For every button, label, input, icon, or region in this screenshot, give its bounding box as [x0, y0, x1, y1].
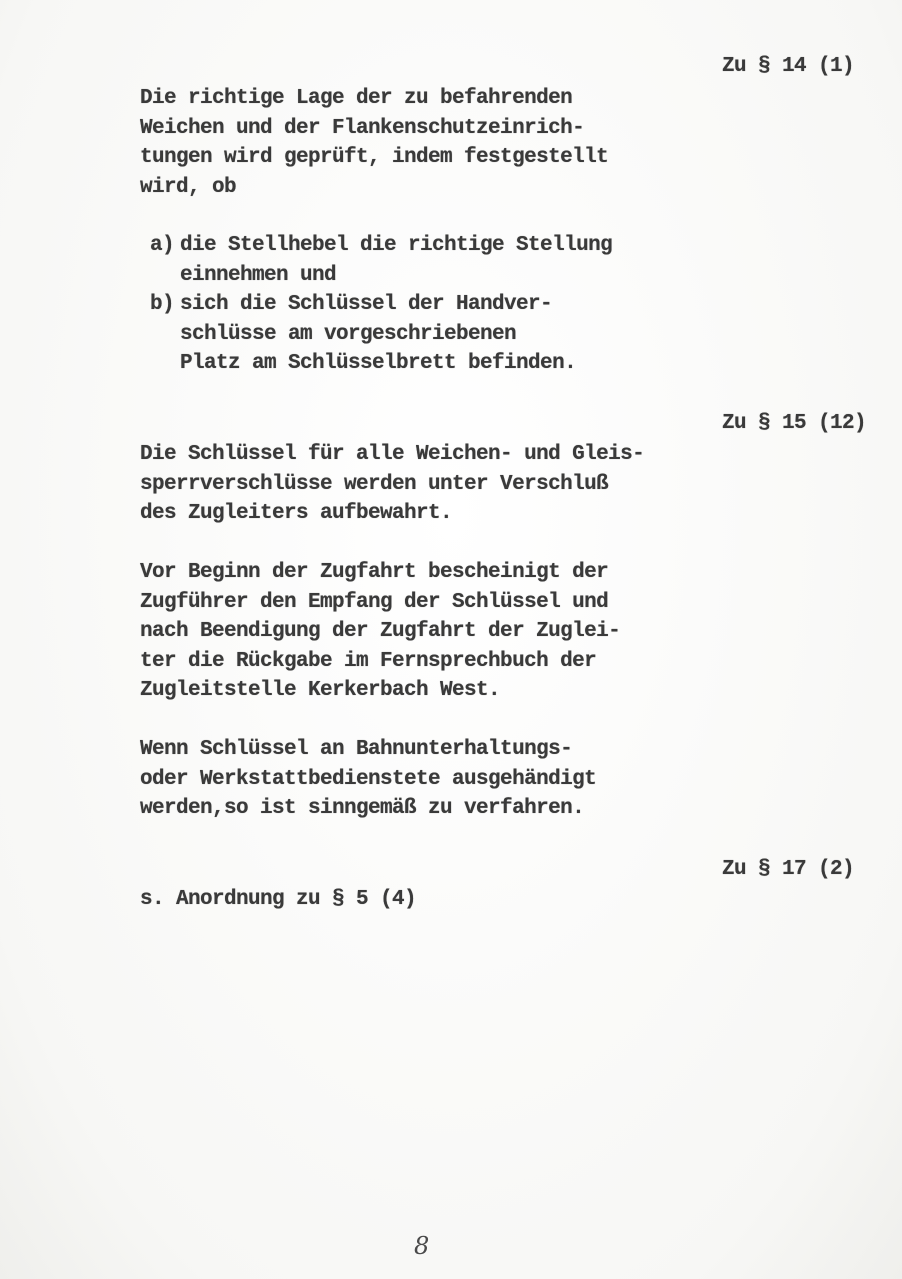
text-line: sperrverschlüsse werden unter Verschluß [140, 472, 609, 496]
section-ref-14-1: Zu § 14 (1) [722, 55, 855, 78]
text-line: Zugführer den Empfang der Schlüssel und [140, 590, 609, 614]
list-marker: a) [149, 234, 174, 257]
text-line: Die richtige Lage der zu befahrenden [140, 87, 573, 110]
text-line: sich die Schlüssel der Handver- [180, 293, 553, 316]
page-number: 8 [414, 1232, 430, 1260]
text-line: nach Beendigung der Zugfahrt der Zuglei- [140, 620, 621, 643]
text-line: einnehmen und [180, 263, 337, 287]
text-line: Wenn Schlüssel an Bahnunterhaltungs- [140, 738, 573, 761]
list-item-text [180, 290, 576, 379]
text-line: schlüsse am vorgeschriebenen [180, 322, 517, 346]
section-ref-15-12: Zu § 15 (12) [722, 412, 867, 435]
text-line: Platz am Schlüsselbrett befinden. [180, 352, 577, 375]
section-ref-17-2: Zu § 17 (2) [722, 858, 855, 881]
text-line: Vor Beginn der Zugfahrt bescheinigt der [140, 561, 609, 584]
text-line: des Zugleiters aufbewahrt. [140, 502, 453, 525]
text-line: ter die Rückgabe im Fernsprechbuch der [140, 649, 597, 673]
text-line: wird, ob [140, 175, 237, 199]
text-line: Zugleitstelle Kerkerbach West. [140, 679, 501, 702]
list-marker: b) [149, 293, 174, 316]
list-item-b [136, 290, 576, 379]
section-17-text: s. Anordnung zu § 5 (4) [140, 888, 417, 911]
text-line: die Stellhebel die richtige Stellung [180, 234, 613, 257]
text-line: Die Schlüssel für alle Weichen- und Gleis- [140, 443, 645, 466]
section-15-paragraph-3 [140, 735, 596, 824]
list-item-text [180, 231, 612, 290]
text-line: Weichen und der Flankenschutzeinrich- [140, 116, 585, 140]
text-line: oder Werkstattbedienstete ausgehändigt [140, 767, 597, 791]
section-15-paragraph-1 [140, 440, 644, 529]
list-item-a [136, 231, 612, 290]
section-15-paragraph-2 [140, 558, 620, 706]
section-14-intro [140, 84, 608, 202]
text-line: werden,so ist sinngemäß zu verfahren. [140, 797, 585, 820]
text-line: tungen wird geprüft, indem festgestellt [140, 146, 609, 169]
